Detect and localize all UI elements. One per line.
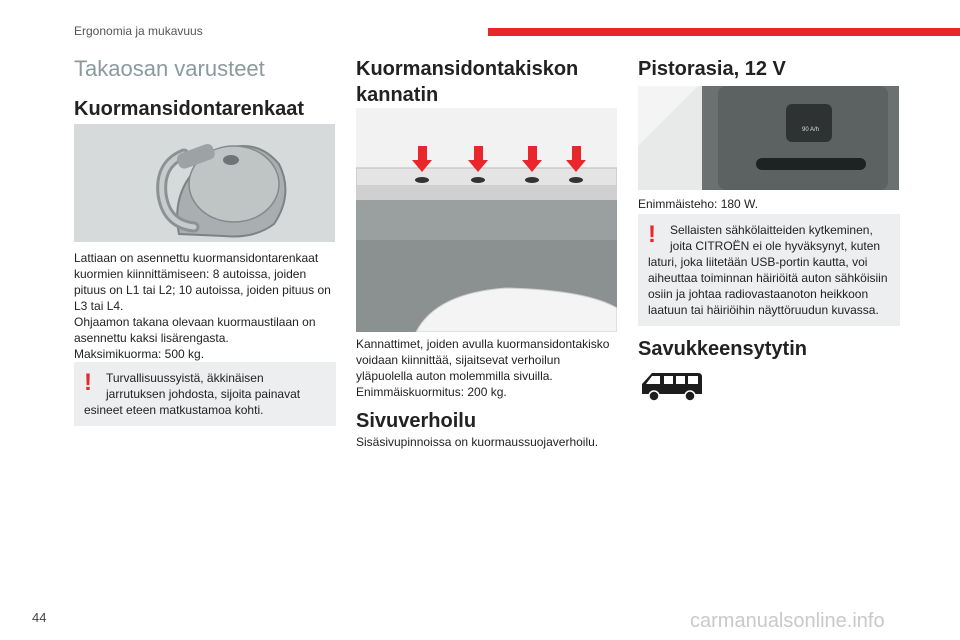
tie-down-description: [74, 250, 336, 362]
warning-box: [74, 362, 336, 426]
paragraph: Maksimikuorma: 500 kg.: [74, 347, 205, 361]
header-accent-bar: [488, 28, 960, 36]
paragraph: Kannattimet, joiden avulla kuormansidontakisko voidaan kiinnittää, sijaitsevat verhoilun yläpuolella auton molemmilla sivuilla.: [356, 337, 610, 383]
paragraph: Enimmäiskuormitus: 200 kg.: [356, 385, 507, 399]
heading-cargo-rail: Kuormansidontakiskon kannatin: [356, 58, 579, 106]
tie-down-ring-image: [74, 124, 335, 242]
section-title: Takaosan varusteet: [74, 56, 265, 81]
page-number: 44: [32, 610, 47, 625]
warning-text: Turvallisuussyistä, äkkinäisen jarrutuksen johdosta, sijoita painavat esineet eteen matkustamoa kohti.: [84, 371, 301, 417]
socket-label: 90 A/h: [802, 127, 820, 133]
paragraph: Ohjaamon takana olevaan kuormaustilaan on asennettu kaksi lisärengasta.: [74, 315, 316, 345]
chapter-title: Ergonomia ja mukavuus: [74, 24, 203, 38]
cargo-rail-image: [356, 108, 617, 332]
van-icon: [638, 368, 706, 404]
cargo-rail-description: [356, 336, 618, 400]
socket-max-power: Enimmäisteho: 180 W.: [638, 197, 759, 211]
warning-icon: !: [84, 369, 92, 396]
warning-text: Sellaisten sähkölaitteiden kytkeminen, joita CITROËN ei ole hyväksynyt, kuten laturi, joka liitetään USB-portin kautta, voi aiheuttaa toiminnan häiriöitä auton sähköisiin osiin ja johtaa radiovastaanoton heikkoon laatuun tai häiriöihin näyttöruudun kuvassa.: [648, 223, 888, 317]
heading-side-trim: Sivuverhoilu: [356, 410, 477, 432]
warning-box-socket: [638, 214, 900, 326]
paragraph: Lattiaan on asennettu kuormansidontarenkaat kuormien kiinnittämiseen: 8 autoissa, joiden pituus on L1 tai L2; 10 autoissa, joiden pituus on L3 tai L4.: [74, 251, 331, 313]
watermark: carmanualsonline.info: [690, 610, 885, 632]
heading-power-socket: Pistorasia, 12 V: [638, 58, 786, 80]
warning-icon: !: [648, 221, 656, 248]
power-socket-image: [638, 86, 899, 190]
side-trim-description: Sisäsivupinnoissa on kuormaussuojaverhoilu.: [356, 435, 599, 449]
heading-tie-down-rings: Kuormansidontarenkaat: [74, 98, 305, 120]
heading-cigarette-lighter: Savukkeensytytin: [638, 338, 807, 360]
